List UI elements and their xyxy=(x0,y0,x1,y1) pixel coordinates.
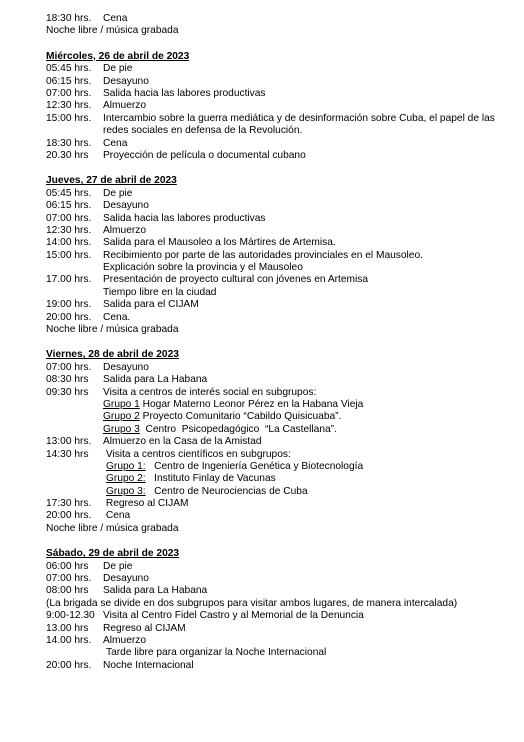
schedule-row: 07:00 hrs. Desayuno xyxy=(46,573,149,585)
schedule-row xyxy=(46,13,516,25)
schedule-row: 08:00 hrs Salida para La Habana xyxy=(46,585,208,597)
schedule-row: 07:00 hrs. Salida hacia las labores productivas xyxy=(46,212,266,224)
subgroup-label: Grupo 2 xyxy=(103,411,140,423)
schedule-row: 17:30 hrs. Regreso al CIJAM xyxy=(46,498,189,510)
schedule-note: Noche libre / música grabada xyxy=(46,522,179,534)
schedule-row: 18:30 hrs. Cena xyxy=(46,137,128,149)
schedule-row: 14:30 hrs Visita a centros científicos en subgrupos: xyxy=(46,448,291,460)
schedule-row: 20:00 hrs. Noche Internacional xyxy=(46,659,194,671)
schedule-row: 20:00 hrs. Cena xyxy=(46,510,131,522)
schedule-row: 19:00 hrs. Salida para el CIJAM xyxy=(46,299,199,311)
schedule-row: 14.00 hrs. Almuerzo xyxy=(46,635,147,647)
schedule-row: 12:30 hrs. Almuerzo xyxy=(46,100,147,112)
subgroup-label: Grupo 2: xyxy=(106,473,146,485)
subgroup-label: Grupo 1: xyxy=(106,460,146,472)
subgroup-row: Grupo 3 Centro Psicopedagógico “La Castellana”. xyxy=(103,423,337,435)
day-heading-friday: Viernes, 28 de abril de 2023 xyxy=(46,349,179,361)
schedule-row: 15:00 hrs. Intercambio sobre la guerra mediática y de desinformación sobre Cuba, el papel de las redes sociales en defensa de la Revolución. xyxy=(46,112,495,137)
subgroup-label: Grupo 1 xyxy=(103,398,140,410)
schedule-row: 13.00 hrs Regreso al CIJAM xyxy=(46,622,186,634)
subgroup-row: Grupo 3: Centro de Neurociencias de Cuba xyxy=(106,485,308,497)
schedule-note: (La brigada se divide en dos subgrupos para visitar ambos lugares, de manera intercalada) xyxy=(46,597,458,609)
day-heading-wednesday: Miércoles, 26 de abril de 2023 xyxy=(46,50,190,62)
schedule-row: 07:00 hrs. Desayuno xyxy=(46,361,149,373)
activity: Cena xyxy=(103,13,128,24)
subgroup-row: Grupo 2: Instituto Finlay de Vacunas xyxy=(106,473,276,485)
schedule-row: 17.00 hrs. Presentación de proyecto cultural con jóvenes en Artemisa xyxy=(46,274,369,286)
schedule-row: 13:00 hrs. Almuerzo en la Casa de la Amistad xyxy=(46,436,262,448)
subgroup-row: Grupo 1: Centro de Ingeniería Genética y Biotecnología xyxy=(106,460,364,472)
schedule-row: 15:00 hrs. Recibimiento por parte de las autoridades provinciales en el Mausoleo. xyxy=(46,249,423,261)
day-heading-thursday: Jueves, 27 de abril de 2023 xyxy=(46,175,177,187)
day-heading-saturday: Sábado, 29 de abril de 2023 xyxy=(46,548,180,560)
schedule-row: 09:30 hrs Visita a centros de interés social en subgrupos: xyxy=(46,386,317,398)
schedule-row: 20:00 hrs. Cena. xyxy=(46,311,131,323)
schedule-row: 20.30 hrs Proyección de película o documental cubano xyxy=(46,149,306,161)
schedule-row: 06:15 hrs. Desayuno xyxy=(46,75,149,87)
schedule-row: 08:30 hrs Salida para La Habana xyxy=(46,374,208,386)
schedule-row: 05:45 hrs. De pie xyxy=(46,63,133,75)
subgroup-label: Grupo 3: xyxy=(106,485,146,497)
schedule-row: 9:00-12.30 Visita al Centro Fidel Castro y al Memorial de la Denuncia xyxy=(46,610,364,622)
schedule-document xyxy=(46,13,516,672)
subgroup-row: Grupo 2 Proyecto Comunitario “Cabildo Quisicuaba”. xyxy=(103,411,342,423)
schedule-continuation: Tiempo libre en la ciudad xyxy=(103,286,217,298)
schedule-row: 06:00 hrs De pie xyxy=(46,560,133,572)
schedule-row: 05:45 hrs. De pie xyxy=(46,187,133,199)
subgroup-label: Grupo 3 xyxy=(103,423,140,435)
schedule-note: Noche libre / música grabada xyxy=(46,25,179,37)
subgroup-row: Grupo 1 Hogar Materno Leonor Pérez en la Habana Vieja xyxy=(103,398,364,410)
schedule-continuation: Explicación sobre la provincia y el Mausoleo xyxy=(103,262,303,274)
time: 18:30 hrs. xyxy=(46,13,92,24)
schedule-row: 14:00 hrs. Salida para el Mausoleo a los Mártires de Artemisa. xyxy=(46,237,336,249)
schedule-row: 12:30 hrs. Almuerzo xyxy=(46,224,147,236)
schedule-row: 06:15 hrs. Desayuno xyxy=(46,200,149,212)
schedule-note: Noche libre / música grabada xyxy=(46,324,179,336)
schedule-row: 07:00 hrs. Salida hacia las labores productivas xyxy=(46,87,266,99)
schedule-continuation: Tarde libre para organizar la Noche Internacional xyxy=(106,647,327,659)
